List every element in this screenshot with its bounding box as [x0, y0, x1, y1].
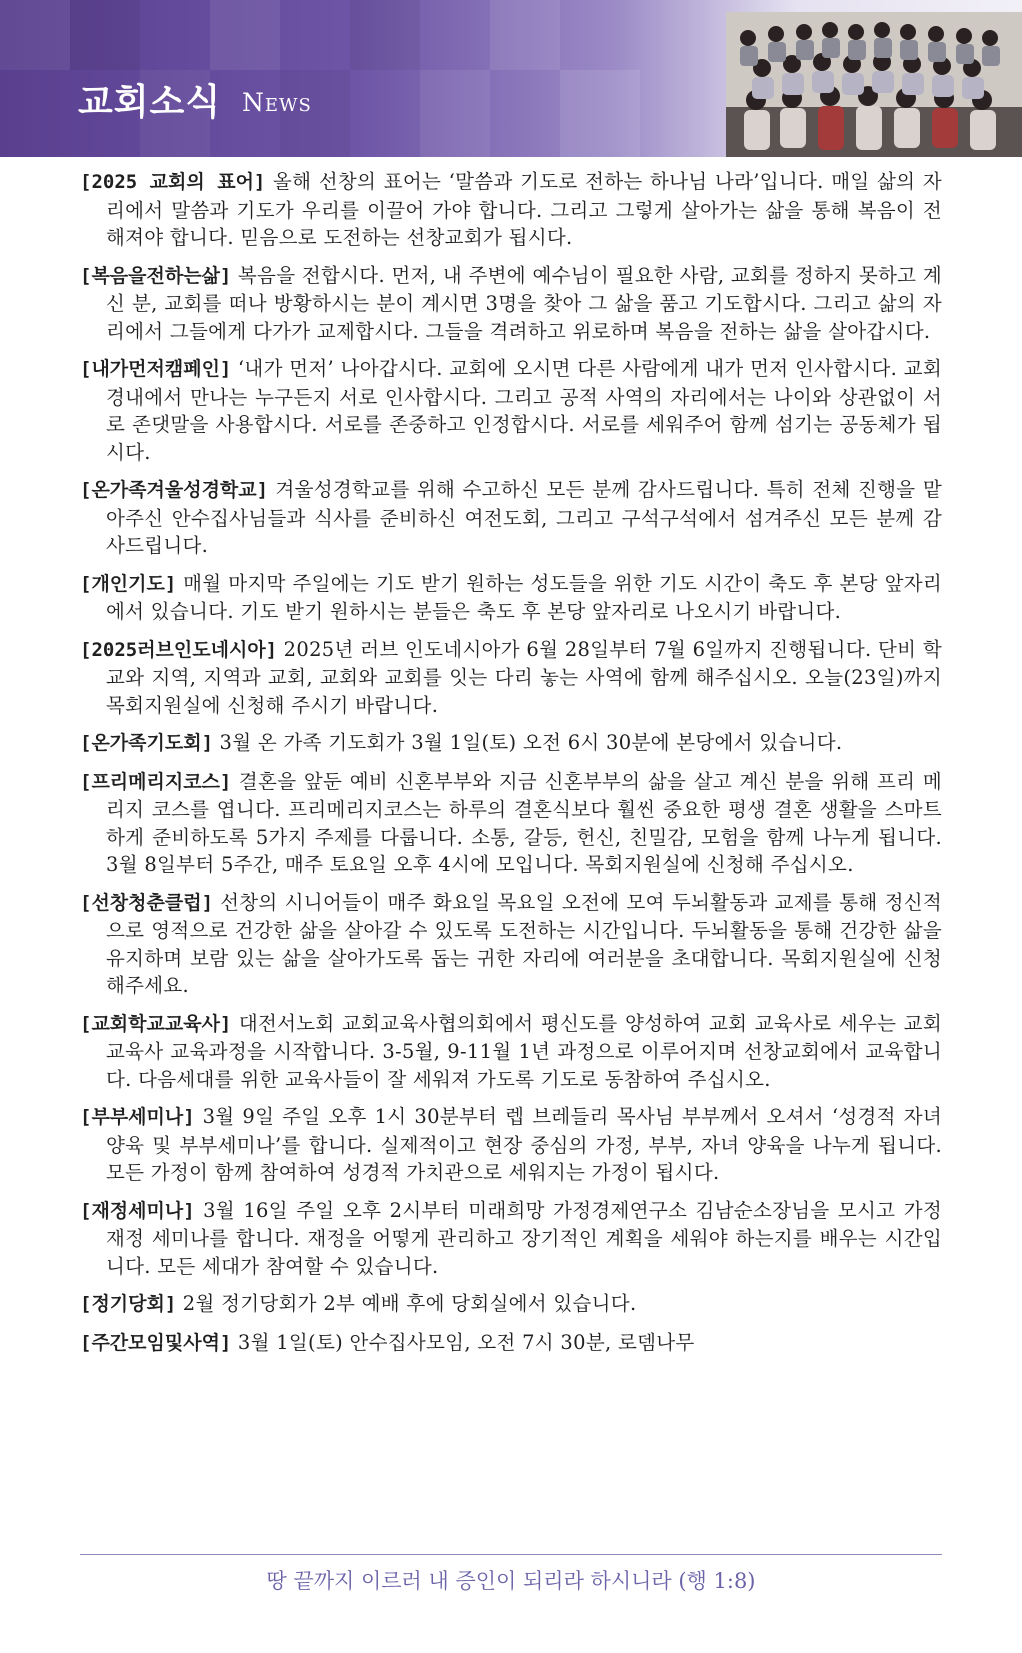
news-item-text: 2월 정기당회가 2부 예배 후에 당회실에서 있습니다.	[176, 1292, 637, 1315]
news-item-youth-club	[80, 889, 942, 1000]
news-item-love-indonesia	[80, 636, 942, 720]
news-item-couple-seminar	[80, 1103, 942, 1187]
news-item-campaign	[80, 355, 942, 466]
news-header	[0, 0, 1022, 157]
news-item-text: 3월 1일(토) 안수집사모임, 오전 7시 30분, 로뎀나무	[231, 1330, 695, 1354]
news-item-weekly-meetings	[80, 1329, 942, 1358]
footer-verse: 땅 끝까지 이르러 내 증인이 되리라 하시니라 (행 1:8)	[266, 1569, 756, 1593]
news-item-tag: [개인기도]	[80, 572, 177, 595]
news-list	[80, 168, 942, 1367]
news-item-text: 복음을 전합시다. 먼저, 내 주변에 예수님이 필요한 사람, 교회를 정하지 못하고 계신 분, 교회를 떠나 방황하시는 분이 계시면 3명을 찾아 그 삶을 품고 기도합시다. 그리고 삶의 자리에서 그들에게 다가가 교제합시다. 그들을 격려하고 위로하며 복음을 전하는 삶을 살아갑시다.	[106, 263, 942, 343]
news-item-session-meeting	[80, 1290, 942, 1319]
news-item-finance-seminar	[80, 1197, 942, 1281]
news-item-tag: [선창청춘클럽]	[80, 891, 214, 914]
news-item-text: 3월 16일 주일 오후 2시부터 미래희망 가정경제연구소 김남순소장님을 모시고 가정 재정 세미나를 합니다. 재정을 어떻게 관리하고 장기적인 계획을 세워야 하는지를 배우는 시간입니다. 모든 세대가 참여할 수 있습니다.	[106, 1198, 942, 1278]
news-item-tag: [교회학교교육사]	[80, 1012, 232, 1035]
news-item-tag: [주간모임및사역]	[80, 1331, 232, 1354]
news-item-text: 2025년 러브 인도네시아가 6월 28일부터 7월 6일까지 진행됩니다. 단비 학교와 지역, 지역과 교회, 교회와 교회를 잇는 다리 놓는 사역에 함께 해주십시오. 오늘(23일)까지 목회지원실에 신청해 주시기 바랍니다.	[106, 637, 942, 717]
news-item-tag: [온가족기도회]	[80, 732, 214, 754]
news-item-evangelism	[80, 262, 942, 346]
news-item-tag: [프리메리지코스]	[80, 770, 232, 793]
news-item-text: 3월 온 가족 기도회가 3월 1일(토) 오전 6시 30분에 본당에서 있습니다.	[213, 731, 843, 754]
news-item-motto	[80, 168, 942, 252]
news-item-text: 겨울성경학교를 위해 수고하신 모든 분께 감사드립니다. 특히 전체 진행을 맡아주신 안수집사님들과 식사를 준비하신 여전도회, 그리고 구석구석에서 섬겨주신 모든 분께 감사드립니다.	[106, 478, 942, 557]
news-item-tag: [2025러브인도네시아]	[80, 638, 278, 661]
news-item-tag: [정기당회]	[80, 1293, 177, 1315]
news-item-text: 3월 9일 주일 오후 1시 30분부터 렙 브레들리 목사님 부부께서 오셔서 ‘성경적 자녀양육 및 부부세미나’를 합니다. 실제적이고 현장 중심의 가정, 부부, 자녀 양육을 나누게 됩니다. 모든 가정이 함께 참여하여 성경적 가치관으로 세워지는 가정이 됩시다.	[106, 1105, 942, 1184]
news-item-text: 선창의 시니어들이 매주 화요일 목요일 오전에 모여 두뇌활동과 교제를 통해 정신적으로 영적으로 건강한 삶을 살아갈 수 있도록 도전하는 시간입니다. 두뇌활동을 통해 건강한 삶을 유지하며 보람 있는 삶을 살아가도록 돕는 귀한 자리에 여러분을 초대합니다. 목회지원실에 신청해주세요.	[106, 890, 942, 997]
news-item-family-prayer	[80, 729, 942, 758]
news-item-text: 매월 마지막 주일에는 기도 받기 원하는 성도들을 위한 기도 시간이 축도 후 본당 앞자리에서 있습니다. 기도 받기 원하시는 분들은 축도 후 본당 앞자리로 나오시기 바랍니다.	[106, 571, 942, 623]
news-item-tag: [2025 교회의 표어]	[80, 171, 266, 193]
news-item-text: 대전서노회 교회교육사협의회에서 평신도를 양성하여 교회 교육사로 세우는 교회교육사 교육과정을 시작합니다. 3-5월, 9-11월 1년 과정으로 이루어지며 선창교회에서 교육합니다. 다음세대를 위한 교육사들이 잘 세워져 가도록 기도로 동참하여 주십시오.	[106, 1011, 942, 1091]
page-title: 교회소식	[78, 82, 222, 123]
news-item-tag: [복음을전하는삶]	[80, 264, 232, 287]
news-item-winter-bible-school	[80, 476, 942, 560]
news-item-personal-prayer	[80, 570, 942, 626]
news-item-text: 결혼을 앞둔 예비 신혼부부와 지금 신혼부부의 삶을 살고 계신 분을 위해 프리 메리지 코스를 엽니다. 프리메리지코스는 하루의 결혼식보다 훨씬 중요한 평생 결혼 생활을 스마트하게 준비하도록 5가지 주제를 다룹니다. 소통, 갈등, 헌신, 친밀감, 모험을 함께 나누게 됩니다. 3월 8일부터 5주간, 매주 토요일 오후 4시에 모입니다. 목회지원실에 신청해 주십시오.	[106, 769, 942, 876]
group-photo	[726, 12, 1022, 157]
news-item-pre-marriage	[80, 768, 942, 879]
news-item-educator	[80, 1010, 942, 1094]
news-item-tag: [내가먼저캠페인]	[80, 358, 232, 380]
news-item-text: 올해 선창의 표어는 ‘말씀과 기도로 전하는 하나님 나라’입니다. 매일 삶의 자리에서 말씀과 기도가 우리를 이끌어 가야 합니다. 그리고 그렇게 살아가는 삶을 통해 복음이 전해져야 합니다. 믿음으로 도전하는 선창교회가 됩시다.	[106, 170, 942, 249]
news-item-tag: [부부세미나]	[80, 1106, 195, 1128]
news-item-text: ‘내가 먼저’ 나아갑시다. 교회에 오시면 다른 사람에게 내가 먼저 인사합시다. 교회 경내에서 만나는 누구든지 서로 인사합시다. 그리고 공적 사역의 자리에서는 나이와 상관없이 서로 존댓말을 사용합시다. 서로를 존중하고 인정합시다. 서로를 세워주어 함께 섬기는 공동체가 됩시다.	[106, 357, 942, 464]
page-subtitle: News	[242, 88, 312, 117]
news-item-tag: [재정세미나]	[80, 1199, 195, 1222]
footer-divider	[80, 1554, 942, 1555]
news-item-tag: [온가족겨울성경학교]	[80, 479, 269, 501]
